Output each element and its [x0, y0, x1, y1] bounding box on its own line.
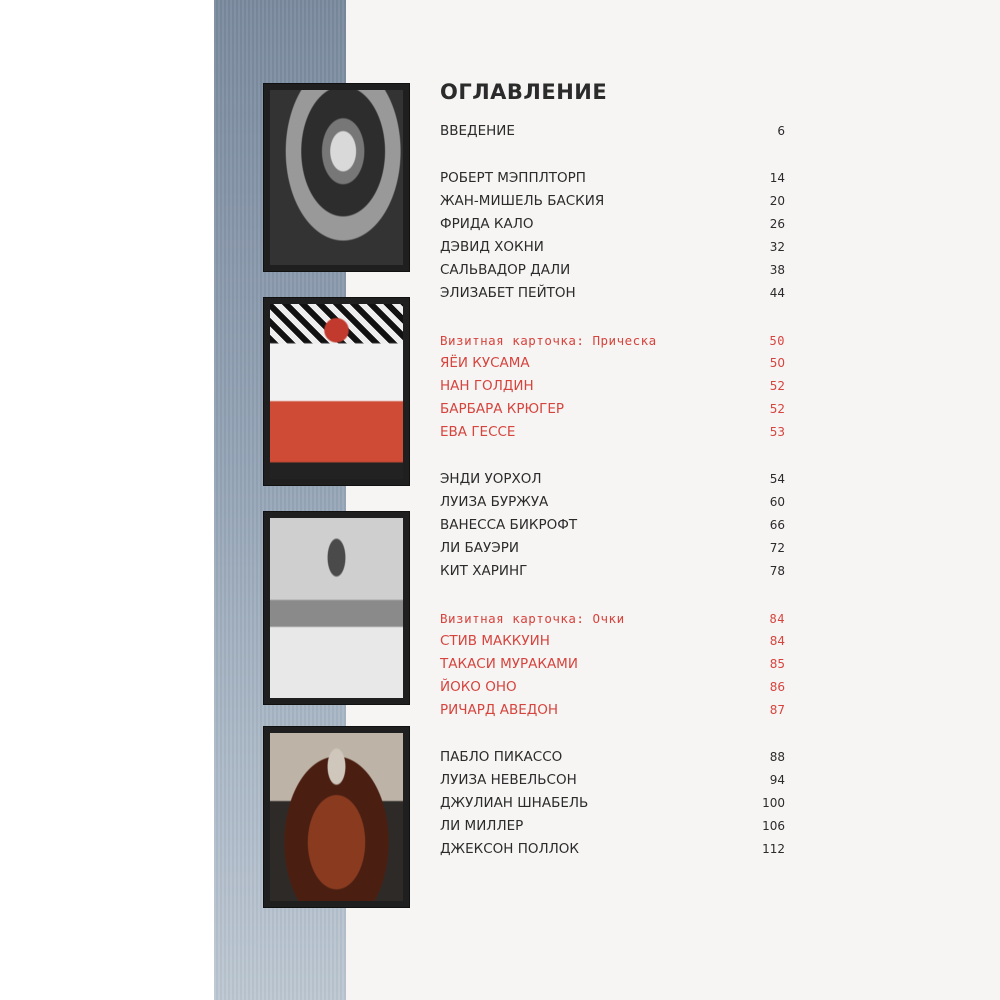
entry-label: ЛИ БАУЭРИ	[440, 540, 519, 556]
toc-entry	[440, 120, 785, 143]
photo-3	[264, 512, 409, 704]
entry-page: 87	[769, 703, 785, 717]
toc-entry	[440, 213, 785, 236]
toc-entry	[440, 537, 785, 560]
entry-label: ЛУИЗА БУРЖУА	[440, 494, 549, 510]
entry-page: 50	[769, 356, 785, 370]
toc-title: ОГЛАВЛЕНИЕ	[440, 80, 608, 104]
entry-page: 88	[769, 750, 785, 764]
entry-label: ЖАН-МИШЕЛЬ БАСКИЯ	[440, 193, 605, 209]
entry-page: 60	[769, 495, 785, 509]
entry-label: ВАНЕССА БИКРОФТ	[440, 517, 578, 533]
toc-entry	[440, 398, 785, 421]
entry-label: РИЧАРД АВЕДОН	[440, 702, 559, 718]
entry-label: НАН ГОЛДИН	[440, 378, 534, 394]
entry-page: 112	[762, 842, 785, 856]
entry-label: ДЖЕКСОН ПОЛЛОК	[440, 841, 579, 857]
entry-page: 66	[769, 518, 785, 532]
entry-label: ЭЛИЗАБЕТ ПЕЙТОН	[440, 285, 576, 301]
toc-entry	[440, 352, 785, 375]
entry-page: 85	[769, 657, 785, 671]
entry-page: 100	[762, 796, 785, 810]
entry-page: 52	[769, 402, 785, 416]
entry-label: ЯЁИ КУСАМА	[440, 355, 530, 371]
toc-entry	[440, 236, 785, 259]
entry-label: ЭНДИ УОРХОЛ	[440, 471, 542, 487]
entry-page: 20	[769, 194, 785, 208]
entry-label: ЙОКО ОНО	[440, 679, 517, 695]
entry-page: 53	[769, 425, 785, 439]
entry-label: ЛИ МИЛЛЕР	[440, 818, 524, 834]
entry-label: ТАКАСИ МУРАКАМИ	[440, 656, 578, 672]
entry-label: СТИВ МАККУИН	[440, 633, 550, 649]
toc-entry	[440, 769, 785, 792]
section-page: 50	[769, 334, 785, 348]
section-page: 84	[769, 612, 785, 626]
entry-page: 26	[769, 217, 785, 231]
entry-label: ВВЕДЕНИЕ	[440, 123, 515, 139]
entry-page: 54	[769, 472, 785, 486]
entry-label: ЛУИЗА НЕВЕЛЬСОН	[440, 772, 577, 788]
photo-1	[264, 84, 409, 271]
section-label: Визитная карточка: Очки	[440, 611, 625, 626]
entry-label: ЕВА ГЕССЕ	[440, 424, 516, 440]
toc-entry	[440, 746, 785, 769]
photo-2	[264, 298, 409, 485]
toc-section-heading	[440, 329, 785, 352]
toc-entry	[440, 676, 785, 699]
entry-page: 52	[769, 379, 785, 393]
entry-page: 86	[769, 680, 785, 694]
toc-entry	[440, 838, 785, 861]
toc-entry	[440, 491, 785, 514]
entry-page: 72	[769, 541, 785, 555]
toc-entry	[440, 514, 785, 537]
entry-label: РОБЕРТ МЭППЛТОРП	[440, 170, 586, 186]
toc-entry	[440, 468, 785, 491]
entry-page: 32	[769, 240, 785, 254]
entry-page: 6	[777, 124, 785, 138]
entry-label: ДЭВИД ХОКНИ	[440, 239, 544, 255]
toc-entry	[440, 560, 785, 583]
toc-entry	[440, 190, 785, 213]
entry-page: 38	[769, 263, 785, 277]
entry-label: ФРИДА КАЛО	[440, 216, 534, 232]
entry-page: 94	[769, 773, 785, 787]
entry-page: 106	[762, 819, 785, 833]
toc-entry	[440, 167, 785, 190]
toc-entry	[440, 630, 785, 653]
toc-section-heading	[440, 607, 785, 630]
entry-page: 78	[769, 564, 785, 578]
toc-entry	[440, 375, 785, 398]
toc-entry	[440, 653, 785, 676]
toc-entry	[440, 259, 785, 282]
entry-page: 14	[769, 171, 785, 185]
toc-entry	[440, 421, 785, 444]
entry-label: ПАБЛО ПИКАССО	[440, 749, 563, 765]
toc-entry	[440, 699, 785, 722]
entry-page: 44	[769, 286, 785, 300]
toc-entry	[440, 792, 785, 815]
section-label: Визитная карточка: Прическа	[440, 333, 657, 348]
entry-label: ДЖУЛИАН ШНАБЕЛЬ	[440, 795, 589, 811]
entry-label: КИТ ХАРИНГ	[440, 563, 528, 579]
toc-entry	[440, 815, 785, 838]
photo-4	[264, 727, 409, 907]
toc-entry	[440, 282, 785, 305]
table-of-contents	[440, 80, 785, 861]
entry-label: БАРБАРА КРЮГЕР	[440, 401, 565, 417]
entry-label: САЛЬВАДОР ДАЛИ	[440, 262, 571, 278]
entry-page: 84	[769, 634, 785, 648]
